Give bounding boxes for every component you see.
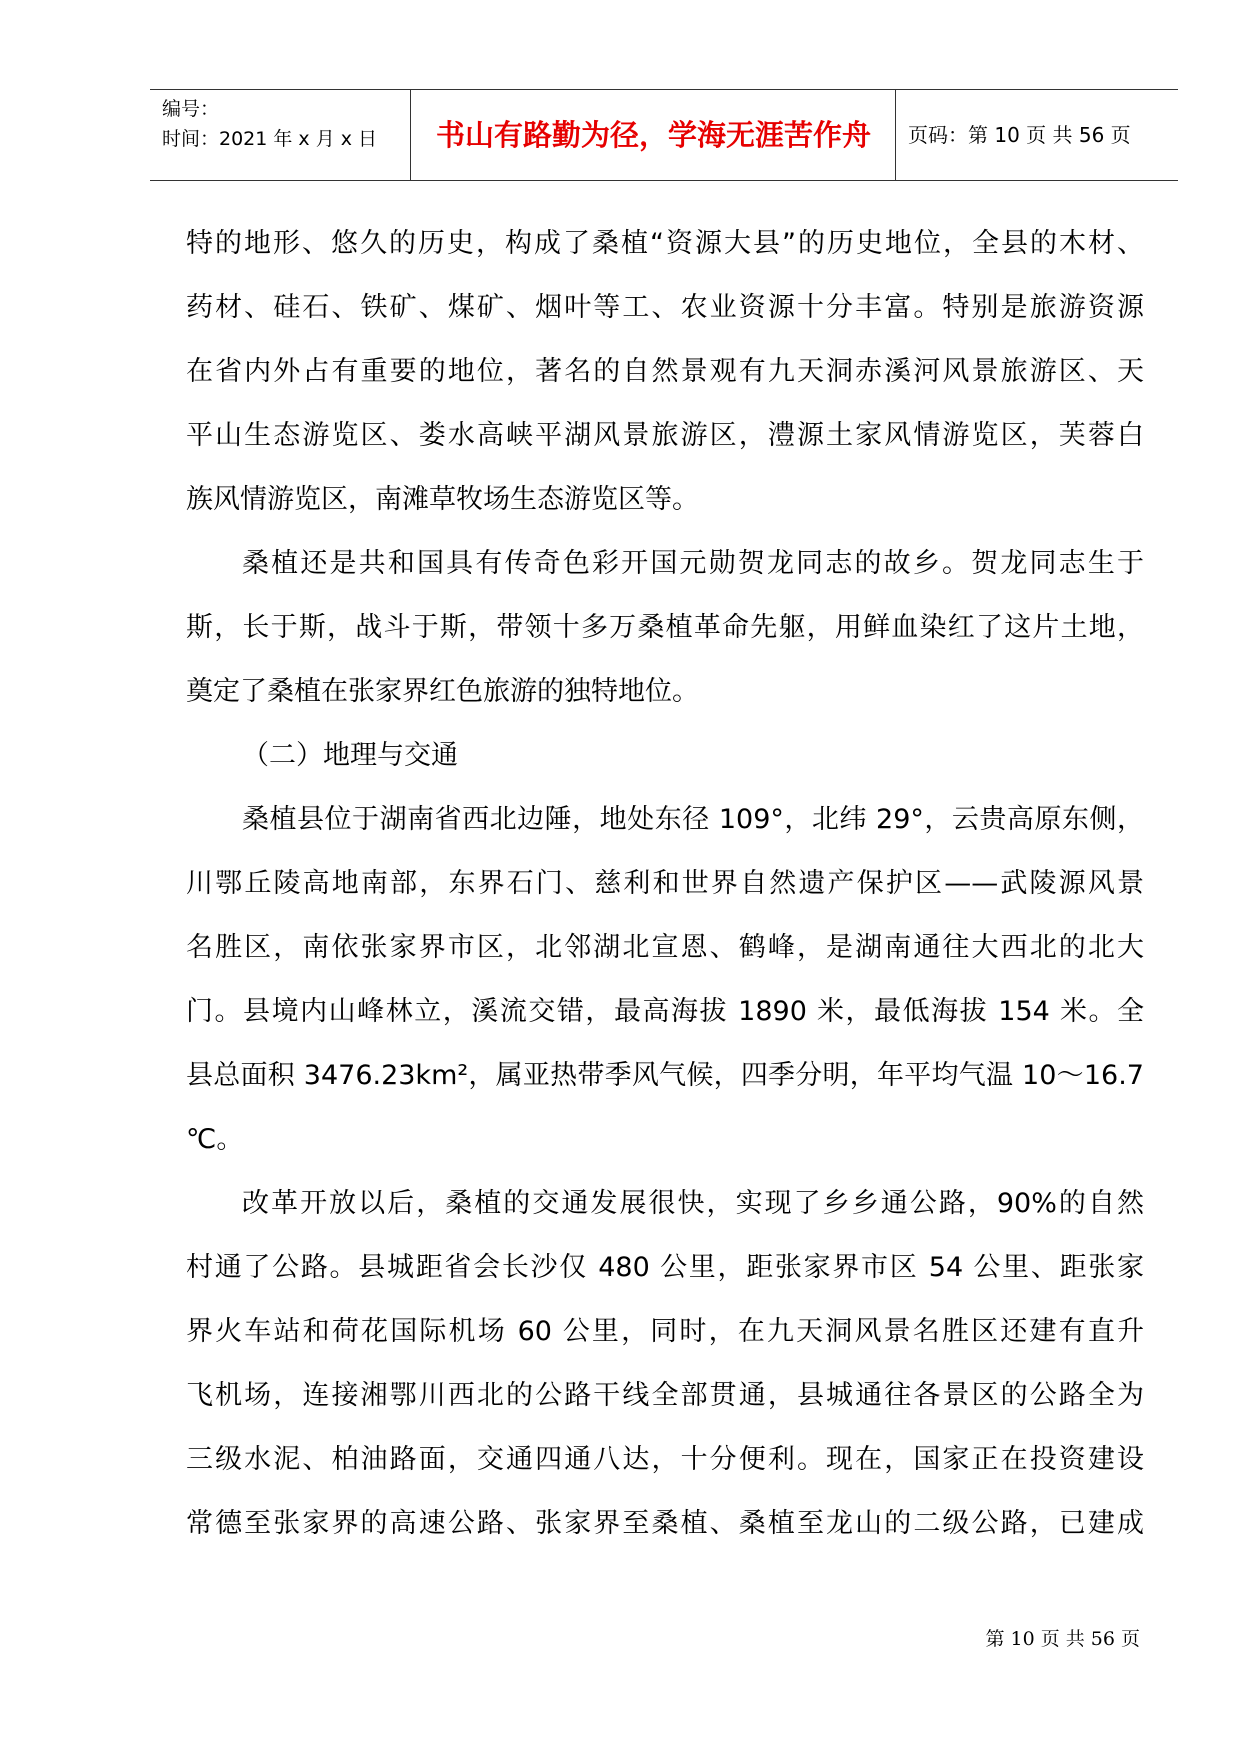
body-line: 奠定了桑植在张家界红色旅游的独特地位。 — [186, 676, 699, 707]
body-line: 特的地形、悠久的历史，构成了桑植“资源大县”的历史地位，全县的木材、 — [186, 228, 1144, 259]
header-number-label: 编号： — [162, 98, 220, 120]
body-line: 门。县境内山峰林立，溪流交错，最高海拔 1890 米，最低海拔 154 米。全 — [186, 996, 1144, 1027]
header-divider-left — [410, 90, 411, 180]
body-line: 桑植县位于湖南省西北边陲，地处东径 109°，北纬 29°，云贵高原东侧， — [242, 804, 1144, 835]
body-line: 飞机场，连接湘鄂川西北的公路干线全部贯通，县城通往各景区的公路全为 — [186, 1380, 1144, 1411]
body-line: 县总面积 3476.23km²，属亚热带季风气候，四季分明，年平均气温 10～16.7 — [186, 1060, 1144, 1091]
body-line: 村通了公路。县城距省会长沙仅 480 公里，距张家界市区 54 公里、距张家 — [186, 1252, 1144, 1283]
body-line: 桑植还是共和国具有传奇色彩开国元勋贺龙同志的故乡。贺龙同志生于 — [242, 548, 1144, 579]
page-header — [150, 89, 1178, 181]
header-divider-right — [895, 90, 896, 180]
body-line: 名胜区，南依张家界市区，北邻湖北宣恩、鹤峰，是湖南通往大西北的北大 — [186, 932, 1144, 963]
page-footer-number: 第 10 页 共 56 页 — [985, 1628, 1140, 1650]
body-line: ℃。 — [186, 1124, 244, 1155]
body-line: 改革开放以后，桑植的交通发展很快，实现了乡乡通公路，90%的自然 — [242, 1188, 1144, 1219]
header-motto: 书山有路勤为径，学海无涯苦作舟 — [435, 118, 871, 152]
section-heading: （二）地理与交通 — [242, 740, 458, 771]
body-line: 三级水泥、柏油路面，交通四通八达，十分便利。现在，国家正在投资建设 — [186, 1444, 1144, 1475]
body-line: 平山生态游览区、娄水高峡平湖风景旅游区，澧源土家风情游览区，芙蓉白 — [186, 420, 1144, 451]
body-line: 在省内外占有重要的地位，著名的自然景观有九天洞赤溪河风景旅游区、天 — [186, 356, 1144, 387]
document-body — [186, 212, 1144, 1556]
header-time-label: 时间：2021 年 x 月 x 日 — [162, 128, 378, 150]
body-line: 药材、硅石、铁矿、煤矿、烟叶等工、农业资源十分丰富。特别是旅游资源 — [186, 292, 1144, 323]
body-line: 常德至张家界的高速公路、张家界至桑植、桑植至龙山的二级公路，已建成 — [186, 1508, 1144, 1539]
body-line: 斯，长于斯，战斗于斯，带领十多万桑植革命先躯，用鲜血染红了这片土地， — [186, 612, 1144, 643]
body-line: 川鄂丘陵高地南部，东界石门、慈利和世界自然遗产保护区——武陵源风景 — [186, 868, 1144, 899]
body-line: 界火车站和荷花国际机场 60 公里，同时，在九天洞风景名胜区还建有直升 — [186, 1316, 1144, 1347]
header-page-info: 页码：第 10 页 共 56 页 — [908, 123, 1131, 147]
body-line: 族风情游览区，南滩草牧场生态游览区等。 — [186, 484, 699, 515]
